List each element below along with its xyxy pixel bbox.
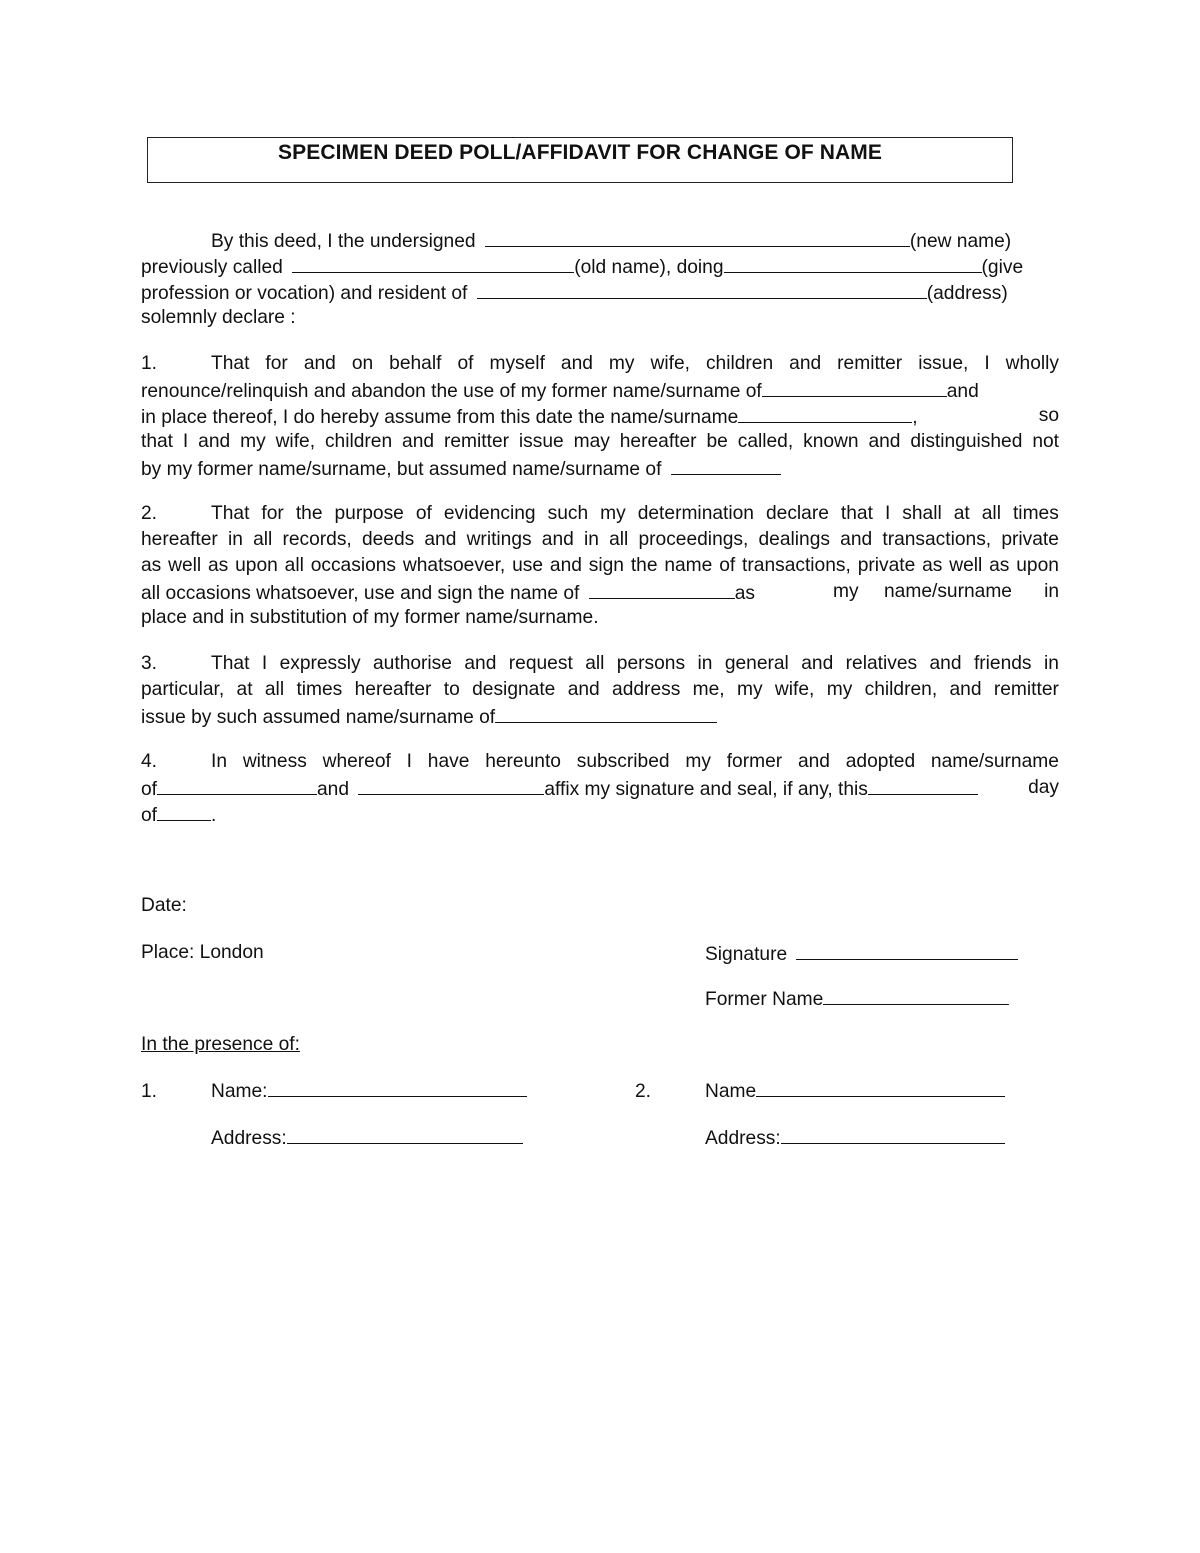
word: such [547, 503, 589, 524]
word: behalf [389, 353, 442, 374]
word: on [351, 353, 374, 374]
word: children [705, 353, 774, 374]
word: my [737, 679, 763, 700]
clause-2 [141, 501, 1059, 631]
old-name-blank [292, 253, 574, 273]
witness-address-blank [287, 1124, 523, 1144]
address-blank [477, 279, 927, 299]
word: adopted [845, 751, 916, 772]
word: have [427, 751, 470, 772]
clause-text: affix my signature and seal, if any, this [544, 779, 868, 800]
word: children, [864, 679, 938, 700]
words-line [211, 651, 1059, 677]
words-line [141, 553, 1059, 579]
word: writings [466, 529, 532, 550]
intro-text: (address) [926, 283, 1008, 304]
witness-name-label: Name: [211, 1081, 268, 1102]
intro-text: (give [981, 257, 1024, 278]
word: I [182, 431, 189, 452]
clause-text: issue by such assumed name/surname of [141, 707, 496, 728]
word: at [953, 503, 970, 524]
word: well [949, 555, 983, 576]
word: for [265, 353, 288, 374]
word: that [840, 503, 873, 524]
witness-name-label: Name [705, 1081, 757, 1102]
signature-blank [796, 940, 1018, 960]
clause-text: and [946, 381, 979, 402]
presence-label: In the presence of: [141, 1034, 300, 1055]
word: whatsoever, [402, 555, 506, 576]
witness-1-name-line [141, 1077, 527, 1105]
word: general [724, 653, 789, 674]
word: purpose [334, 503, 404, 524]
word: and [464, 653, 497, 674]
word: to [443, 679, 460, 700]
word: transactions, [742, 555, 851, 576]
word: my [600, 503, 626, 524]
word: That [211, 503, 250, 524]
word: all [264, 679, 285, 700]
clause-text: and [317, 779, 350, 800]
word: myself [489, 353, 545, 374]
word: particular, [141, 679, 225, 700]
word: dealings [758, 529, 830, 550]
witness-number: 1. [141, 1081, 158, 1102]
word: as [989, 555, 1010, 576]
intro-paragraph [141, 227, 1059, 331]
word: request [508, 653, 573, 674]
clause-number: 1. [141, 353, 158, 374]
word: occasions [310, 555, 397, 576]
clause-text: . [211, 805, 217, 826]
word: and [797, 751, 830, 772]
word: and [549, 555, 582, 576]
word: of [457, 353, 474, 374]
word: transactions, [882, 529, 992, 550]
word: I [984, 353, 990, 374]
word: designate [472, 679, 556, 700]
word: well [168, 555, 202, 576]
words-line [141, 677, 1059, 703]
word: name/surname [930, 751, 1059, 772]
word: my [685, 751, 711, 772]
word: and [560, 353, 593, 374]
former-name-label: Former Name [705, 989, 824, 1010]
word: not [1032, 431, 1059, 452]
word: shall [902, 503, 942, 524]
witness-number: 2. [635, 1081, 652, 1102]
clause-number: 4. [141, 751, 158, 772]
clause-text: place and in substitution of my former name/surname. [141, 607, 599, 628]
intro-text: By this deed, I the undersigned [211, 231, 476, 252]
word: declare [765, 503, 829, 524]
witness-address-blank [781, 1124, 1005, 1144]
word: all [609, 529, 629, 550]
clause-text: of [141, 779, 158, 800]
word: in [1043, 653, 1059, 674]
word: me, [692, 679, 725, 700]
word: friends [973, 653, 1032, 674]
word: and [424, 529, 457, 550]
document-title: SPECIMEN DEED POLL/AFFIDAVIT FOR CHANGE OF NAME [278, 141, 882, 164]
word: and [789, 353, 822, 374]
clause-text: in place thereof, I do hereby assume from this date the name/surname [141, 407, 739, 428]
word: all [585, 653, 605, 674]
word: issue [518, 431, 564, 452]
word: known [803, 431, 859, 452]
word: times [1012, 503, 1059, 524]
word: persons [616, 653, 686, 674]
intro-text: (old name), doing [574, 257, 724, 278]
word: hereunto [485, 751, 561, 772]
word: name [664, 555, 713, 576]
clause-text: by my former name/surname, but assumed name/surname of [141, 459, 662, 480]
word: witness [242, 751, 307, 772]
witness-address-label: Address: [705, 1128, 781, 1149]
word: all [253, 529, 273, 550]
month-blank [157, 801, 211, 821]
word: wife, [275, 431, 316, 452]
intro-text: (new name) [909, 231, 1012, 252]
word: in [697, 653, 713, 674]
word: distinguished [910, 431, 1023, 452]
word: at [236, 679, 253, 700]
place-label: Place: London [141, 942, 264, 963]
word: remitter [837, 353, 903, 374]
word: I [261, 653, 268, 674]
clause-text: so [1038, 405, 1059, 426]
word: my [826, 679, 853, 700]
former-name-blank [762, 377, 947, 397]
witness-address-label: Address: [211, 1128, 287, 1149]
clause-text: my [833, 581, 859, 602]
word: That [211, 353, 250, 374]
former-name-blank [823, 985, 1009, 1005]
word: address [612, 679, 681, 700]
word: all [981, 503, 1001, 524]
intro-text: profession or vocation) and resident of [141, 283, 468, 304]
word: expressly [279, 653, 361, 674]
clause-text: , [912, 407, 918, 428]
clause-text: in [1044, 581, 1059, 602]
word: issue, [918, 353, 969, 374]
clause-1 [141, 351, 1059, 481]
date-label: Date: [141, 895, 187, 916]
word: that [141, 431, 174, 452]
word: upon [1016, 555, 1059, 576]
word: all [284, 555, 304, 576]
word: times [296, 679, 343, 700]
witness-name-blank [268, 1077, 527, 1097]
witness-2-address-line [705, 1124, 1005, 1152]
word: for [261, 503, 284, 524]
word: as [141, 555, 162, 576]
words-line [211, 501, 1059, 527]
words-line [211, 351, 1059, 377]
word: and [868, 431, 901, 452]
word: deeds [361, 529, 415, 550]
witness-1-address-line [211, 1124, 523, 1152]
words-line [141, 527, 1059, 553]
word: in [227, 529, 243, 550]
word: sign [588, 555, 624, 576]
clause-4 [141, 749, 1059, 827]
name-blank [589, 579, 735, 599]
former-name-blank [157, 775, 317, 795]
word: subscribed [576, 751, 670, 772]
word: hereafter [619, 431, 697, 452]
word: wholly [1005, 353, 1059, 374]
profession-blank [724, 253, 982, 273]
word: in [583, 529, 599, 550]
word: may [573, 431, 610, 452]
word: hereafter [354, 679, 432, 700]
word: the [630, 555, 658, 576]
clause-number: 3. [141, 653, 158, 674]
signature-line [705, 940, 1018, 968]
word: children [324, 431, 393, 452]
word: whereof [322, 751, 391, 772]
signature-label: Signature [705, 944, 788, 965]
witness-2-name-line [635, 1077, 1005, 1105]
word: and [801, 653, 834, 674]
words-line [141, 429, 1059, 455]
word: the [295, 503, 323, 524]
word: wife, [774, 679, 815, 700]
word: and [303, 353, 336, 374]
word: upon [235, 555, 278, 576]
clause-text: of [141, 805, 158, 826]
assumed-name-blank [671, 455, 781, 475]
word: I [884, 503, 891, 524]
new-name-blank [485, 227, 910, 247]
assumed-name-blank [738, 403, 912, 423]
word: In [211, 751, 228, 772]
clause-text: day [1028, 777, 1059, 798]
word: I [406, 751, 412, 772]
word: as [922, 555, 943, 576]
word: of [415, 503, 432, 524]
word: and [840, 529, 873, 550]
clause-3 [141, 651, 1059, 729]
word: and [402, 431, 435, 452]
word: determination [637, 503, 754, 524]
word: relatives [845, 653, 918, 674]
word: called, [737, 431, 794, 452]
clause-text: renounce/relinquish and abandon the use of my former name/surname of [141, 381, 762, 402]
word: hereafter [141, 529, 218, 550]
word: and [929, 653, 962, 674]
word: as [208, 555, 229, 576]
intro-text: previously called [141, 257, 283, 278]
words-line [211, 749, 1059, 775]
day-blank [868, 775, 978, 795]
word: and [198, 431, 231, 452]
word: wife, [650, 353, 690, 374]
word: of [719, 555, 736, 576]
intro-text: solemnly declare : [141, 307, 296, 328]
word: my [608, 353, 635, 374]
word: and [949, 679, 982, 700]
word: private [1001, 529, 1059, 550]
word: records, [282, 529, 352, 550]
word: and [567, 679, 600, 700]
title-box [147, 137, 1013, 183]
word: former [726, 751, 783, 772]
clause-text: as [734, 583, 755, 604]
clause-text: name/surname [884, 581, 1012, 602]
word: authorise [373, 653, 452, 674]
assumed-name-blank [495, 703, 717, 723]
former-name-line [705, 985, 1009, 1013]
word: use [512, 555, 544, 576]
word: remitter [443, 431, 509, 452]
word: remitter [993, 679, 1059, 700]
word: evidencing [443, 503, 536, 524]
witness-name-blank [756, 1077, 1005, 1097]
adopted-name-blank [358, 775, 544, 795]
word: my [240, 431, 266, 452]
clause-number: 2. [141, 503, 158, 524]
clause-text: all occasions whatsoever, use and sign the name of [141, 583, 580, 604]
word: private [857, 555, 916, 576]
word: That [211, 653, 250, 674]
word: proceedings, [638, 529, 749, 550]
word: and [541, 529, 574, 550]
word: be [706, 431, 728, 452]
